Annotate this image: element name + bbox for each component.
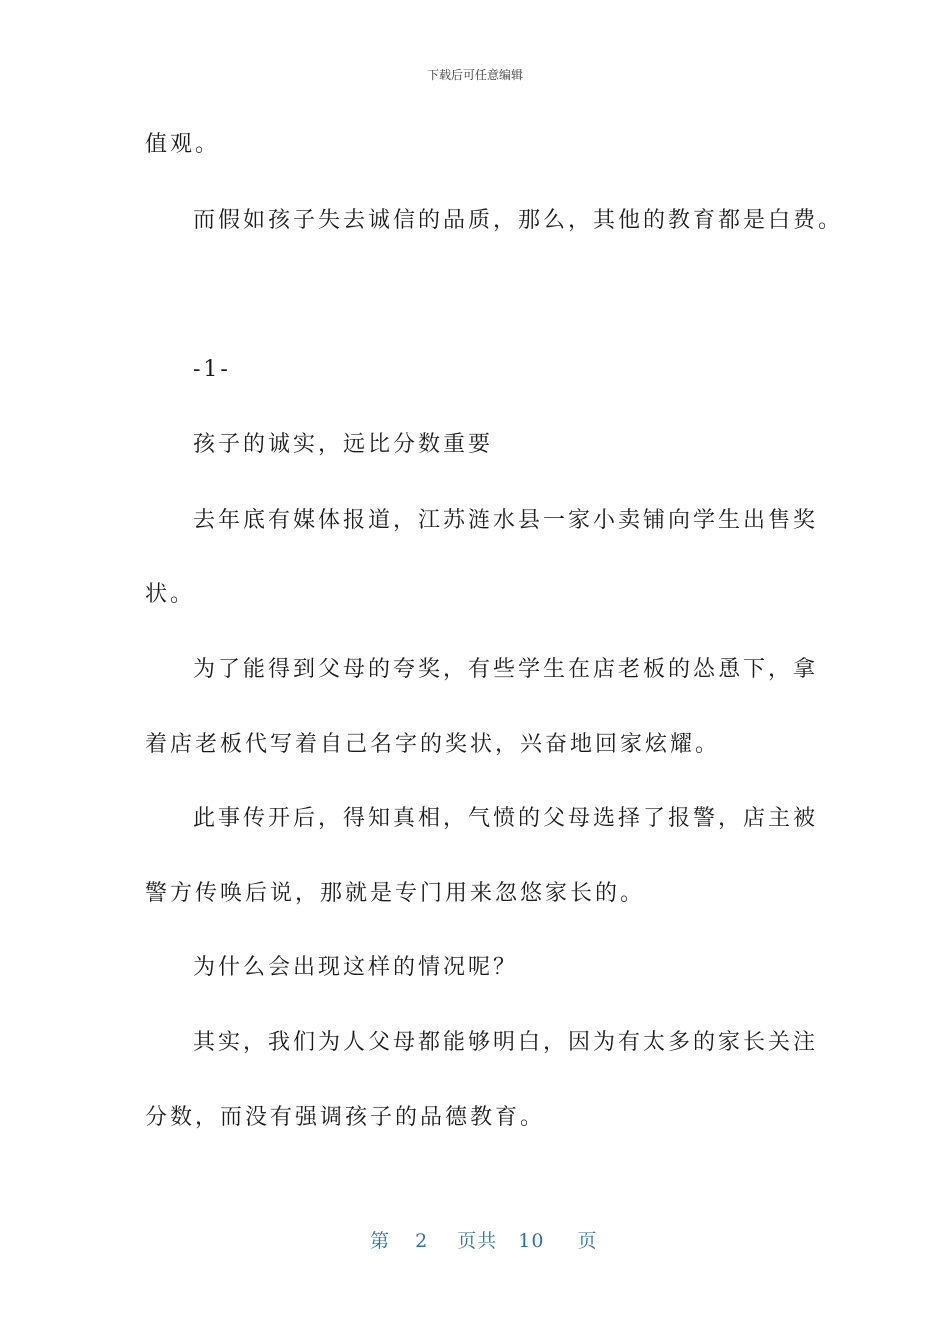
paragraph-line: 警方传唤后说，那就是专门用来忽悠家长的。 (145, 881, 646, 906)
paragraph-line: 着店老板代写着自己名字的奖状，兴奋地回家炫耀。 (145, 732, 721, 757)
footer-prefix: 第 (370, 1230, 391, 1252)
paragraph-line: 状。 (145, 582, 196, 607)
paragraph-line: 为什么会出现这样的情况呢？ (193, 955, 519, 980)
section-number: -1- (193, 357, 231, 382)
paragraph-line: 为了能得到父母的夸奖，有些学生在店老板的怂恿下，拿 (193, 657, 819, 682)
footer-suffix: 页 (577, 1230, 598, 1252)
total-page-number: 10 (518, 1230, 545, 1252)
current-page-number: 2 (415, 1230, 429, 1252)
paragraph-line: 分数，而没有强调孩子的品德教育。 (145, 1105, 546, 1130)
footer-middle: 页共 (457, 1230, 498, 1252)
paragraph-line: 去年底有媒体报道，江苏涟水县一家小卖铺向学生出售奖 (193, 508, 819, 533)
page-footer (370, 1226, 598, 1253)
paragraph-line: 此事传开后，得知真相，气愤的父母选择了报警，店主被 (193, 806, 819, 831)
page-header: 下载后可任意编辑 (426, 68, 523, 82)
paragraph-line: 值观。 (145, 132, 221, 157)
section-title: 孩子的诚实，远比分数重要 (193, 432, 494, 457)
paragraph-line: 而假如孩子失去诚信的品质，那么，其他的教育都是白费。 (193, 208, 844, 233)
paragraph-line: 其实，我们为人父母都能够明白，因为有太多的家长关注 (193, 1030, 819, 1055)
